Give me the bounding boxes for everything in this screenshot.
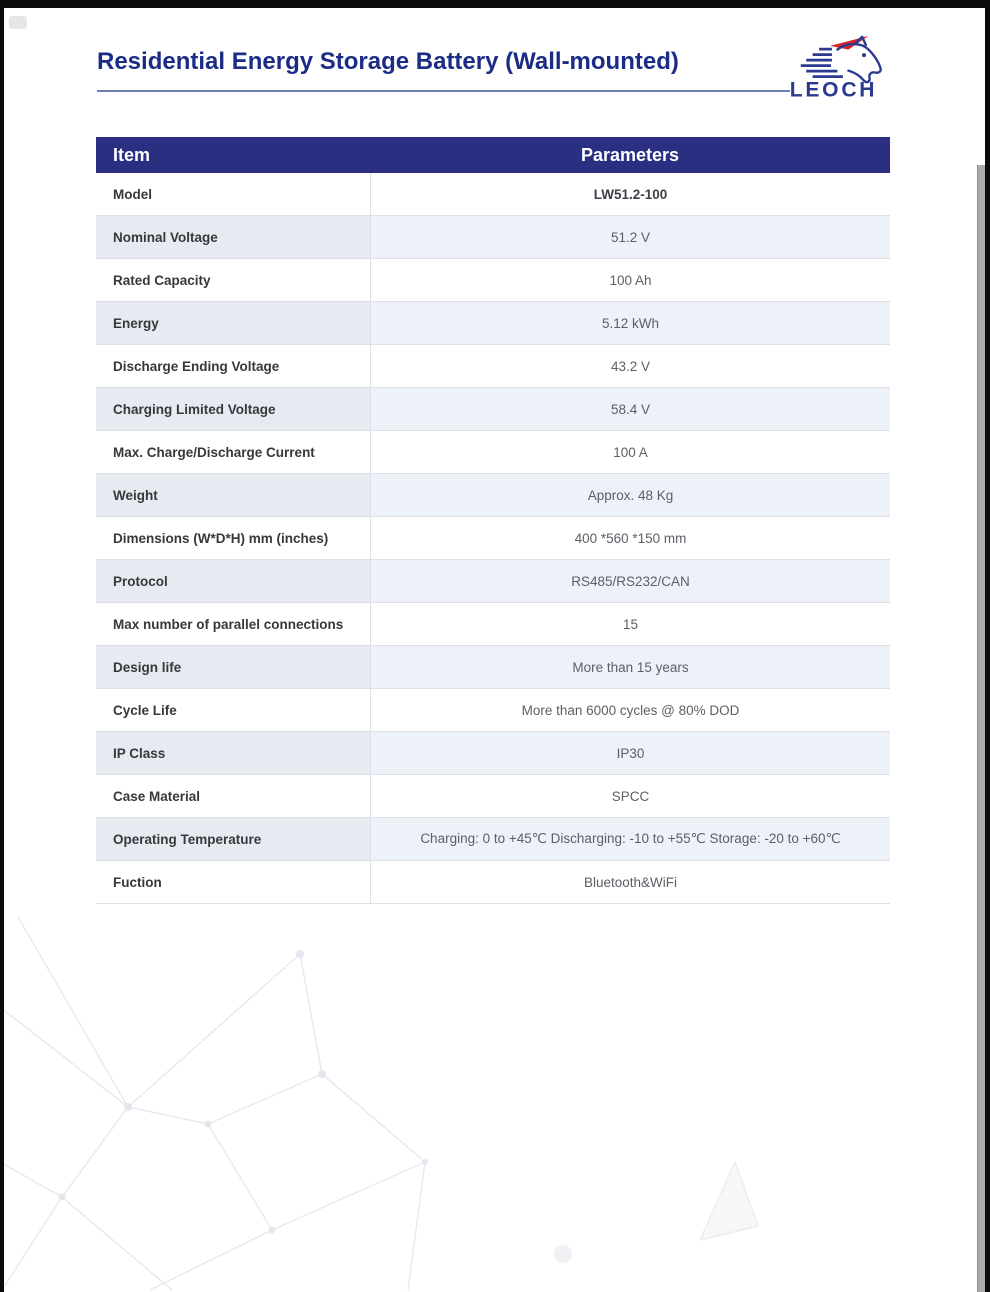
value-cell: RS485/RS232/CAN: [370, 560, 890, 602]
value-cell: 100 A: [370, 431, 890, 473]
table-row: [96, 517, 890, 560]
value-cell: SPCC: [370, 775, 890, 817]
value-cell: Charging: 0 to +45℃ Discharging: -10 to +55℃ Storage: -20 to +60℃: [370, 818, 890, 860]
value-cell: 51.2 V: [370, 216, 890, 258]
item-cell: Discharge Ending Voltage: [113, 358, 280, 374]
value-cell: LW51.2-100: [370, 173, 890, 215]
item-cell: Case Material: [113, 788, 201, 804]
value-cell: 58.4 V: [370, 388, 890, 430]
value-cell: Approx. 48 Kg: [370, 474, 890, 516]
table-row: [96, 560, 890, 603]
table-row: [96, 259, 890, 302]
table-row: [96, 345, 890, 388]
value-cell: 5.12 kWh: [370, 302, 890, 344]
table-row: [96, 775, 890, 818]
item-cell: Nominal Voltage: [96, 216, 370, 258]
item-cell: Max number of parallel connections: [113, 616, 344, 632]
value-cell: Bluetooth&WiFi: [370, 861, 890, 903]
value-cell: More than 15 years: [370, 646, 890, 688]
item-cell: Operating Temperature: [96, 818, 370, 860]
table-row: [96, 732, 890, 775]
column-header-parameters: Parameters: [580, 144, 680, 165]
logo-speed-lines-icon: [801, 48, 843, 78]
page-header: [97, 48, 897, 76]
table-row: [96, 431, 890, 474]
value-cell: 43.2 V: [370, 345, 890, 387]
page-title: Residential Energy Storage Battery (Wall-mounted): [97, 48, 679, 75]
item-cell: Rated Capacity: [113, 272, 211, 288]
table-row: [96, 388, 890, 431]
value-cell: 100 Ah: [370, 259, 890, 301]
vertical-scrollbar[interactable]: [977, 165, 985, 1292]
logo-wordmark: LEOCH: [789, 78, 878, 100]
table-row: [96, 302, 890, 345]
item-cell: Model: [113, 186, 152, 202]
item-cell: Charging Limited Voltage: [96, 388, 370, 430]
table-row: [96, 603, 890, 646]
spec-table-body: [96, 173, 890, 904]
value-cell: More than 6000 cycles @ 80% DOD: [370, 689, 890, 731]
table-row: [96, 689, 890, 732]
value-cell: 15: [370, 603, 890, 645]
table-header-row: [96, 137, 890, 173]
background-geometric-pattern: [0, 862, 820, 1292]
window-top-edge: [0, 0, 990, 8]
title-underline: [97, 90, 790, 92]
item-cell: Protocol: [96, 560, 370, 602]
item-cell: Dimensions (W*D*H) mm (inches): [113, 530, 329, 546]
item-cell: Energy: [96, 302, 370, 344]
column-header-item: Item: [113, 144, 151, 165]
table-row: [96, 474, 890, 517]
window-right-edge: [985, 0, 990, 1292]
value-cell: 400 *560 *150 mm: [370, 517, 890, 559]
table-row: [96, 818, 890, 861]
item-cell: IP Class: [96, 732, 370, 774]
leoch-logo: [782, 34, 902, 100]
spec-table: [96, 137, 890, 904]
item-cell: Max. Charge/Discharge Current: [113, 444, 315, 460]
value-cell: IP30: [370, 732, 890, 774]
table-row: [96, 861, 890, 904]
item-cell: Weight: [96, 474, 370, 516]
item-cell: Cycle Life: [113, 702, 177, 718]
item-cell: Fuction: [113, 874, 162, 890]
scan-smudge: [9, 16, 27, 29]
table-row: [96, 173, 890, 216]
table-row: [96, 216, 890, 259]
horse-eye-icon: [862, 53, 866, 57]
window-left-edge: [0, 0, 4, 1292]
table-row: [96, 646, 890, 689]
item-cell: Design life: [96, 646, 370, 688]
